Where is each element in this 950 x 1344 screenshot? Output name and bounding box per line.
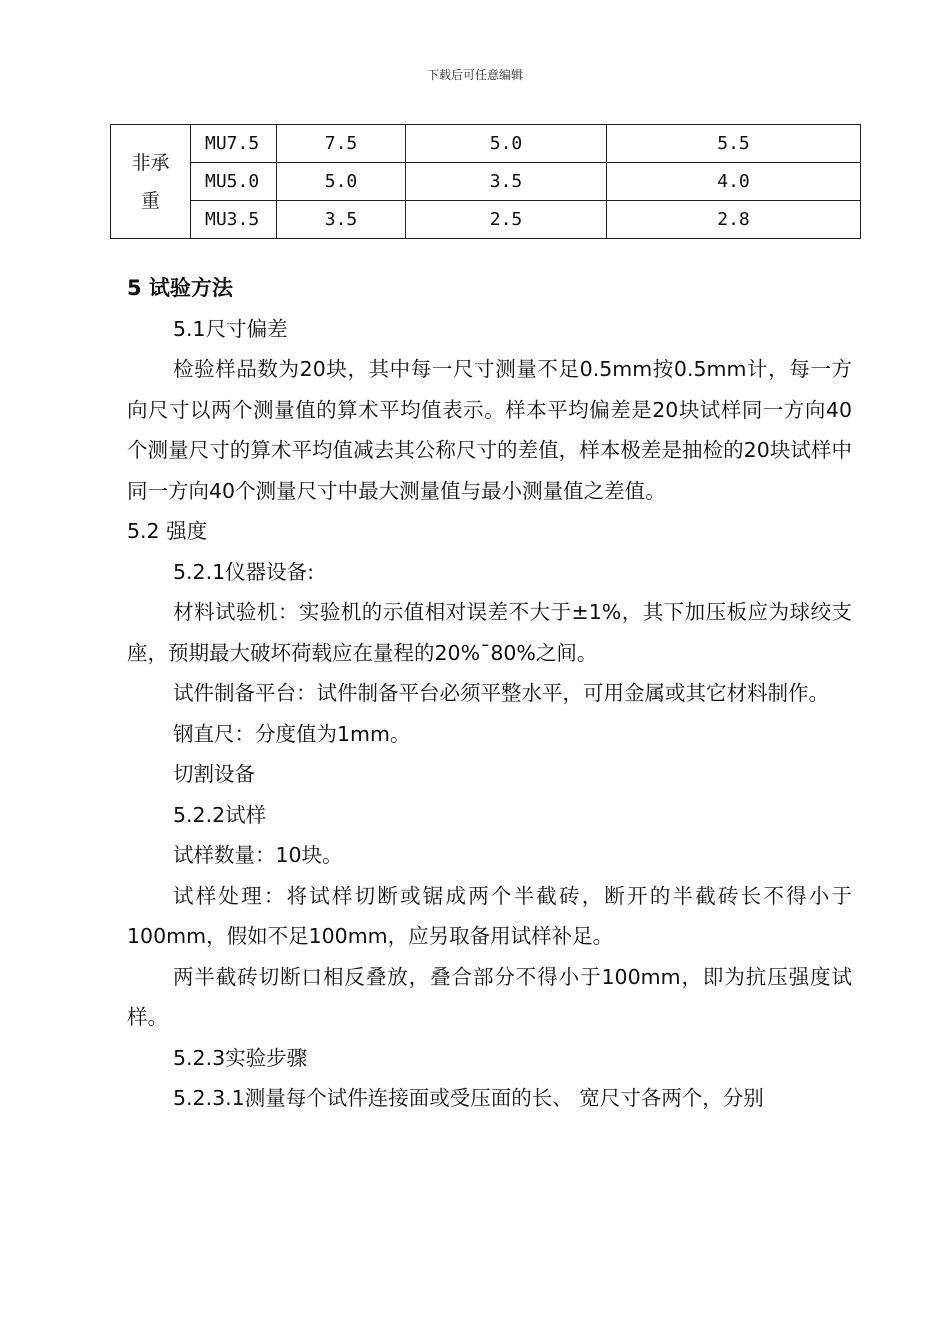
table-row [111, 201, 861, 239]
table-cell: 5.0 [406, 125, 607, 163]
table-cell: 5.0 [277, 163, 406, 201]
subsection-heading: 5.2.3实验步骤 [173, 1045, 308, 1070]
body-paragraph: 检验样品数为20块，其中每一尺寸测量不足0.5mm按0.5mm计，每一方向尺寸以两个测量值的算术平均值表示。样本平均偏差是20块试样同一方向40个测量尺寸的算术平均值减去其公称尺寸的差值，样本极差是抽检的20块试样中同一方向40个测量尺寸中最大测量值与最小测量值之差值。 [127, 357, 852, 503]
table-cell: MU7.5 [191, 125, 277, 163]
subsection-heading: 5.2 强度 [127, 519, 208, 543]
page-header: 下载后可任意编辑 [426, 68, 523, 82]
body-paragraph: 5.2.3.1测量每个试件连接面或受压面的长、 宽尺寸各两个，分别 [173, 1086, 764, 1110]
document-body [127, 268, 852, 1119]
body-paragraph: 材料试验机：实验机的示值相对误差不大于±1%，其下加压板应为球绞支座，预期最大破坏荷载应在量程的20%¯80%之间。 [127, 600, 852, 665]
body-paragraph: 试样处理：将试样切断或锯成两个半截砖，断开的半截砖长不得小于100mm，假如不足100mm，应另取备用试样补足。 [127, 883, 852, 948]
table-cell: 3.5 [277, 201, 406, 239]
table-cell: MU3.5 [191, 201, 277, 239]
body-paragraph: 两半截砖切断口相反叠放，叠合部分不得小于100mm，即为抗压强度试样。 [127, 964, 852, 1029]
section-heading: 5 试验方法 [127, 276, 233, 300]
table-cell: MU5.0 [191, 163, 277, 201]
subsection-heading: 5.2.2试样 [173, 802, 267, 827]
table-row [111, 163, 861, 201]
category-cell [111, 125, 191, 239]
subsection-heading: 5.1尺寸偏差 [173, 316, 288, 341]
table-cell: 4.0 [607, 163, 861, 201]
category-label: 非承 重 [131, 151, 170, 212]
body-paragraph: 切割设备 [173, 762, 255, 786]
table-row [111, 125, 861, 163]
body-paragraph: 试样数量：10块。 [173, 843, 343, 867]
table-cell: 2.5 [406, 201, 607, 239]
body-paragraph: 钢直尺：分度值为1mm。 [173, 721, 411, 746]
table-cell: 7.5 [277, 125, 406, 163]
body-paragraph: 试件制备平台：试件制备平台必须平整水平，可用金属或其它材料制作。 [173, 681, 829, 705]
table-cell: 5.5 [607, 125, 861, 163]
table-cell: 2.8 [607, 201, 861, 239]
table-cell: 3.5 [406, 163, 607, 201]
strength-grade-table [110, 124, 861, 239]
subsection-heading: 5.2.1仪器设备: [173, 559, 315, 584]
